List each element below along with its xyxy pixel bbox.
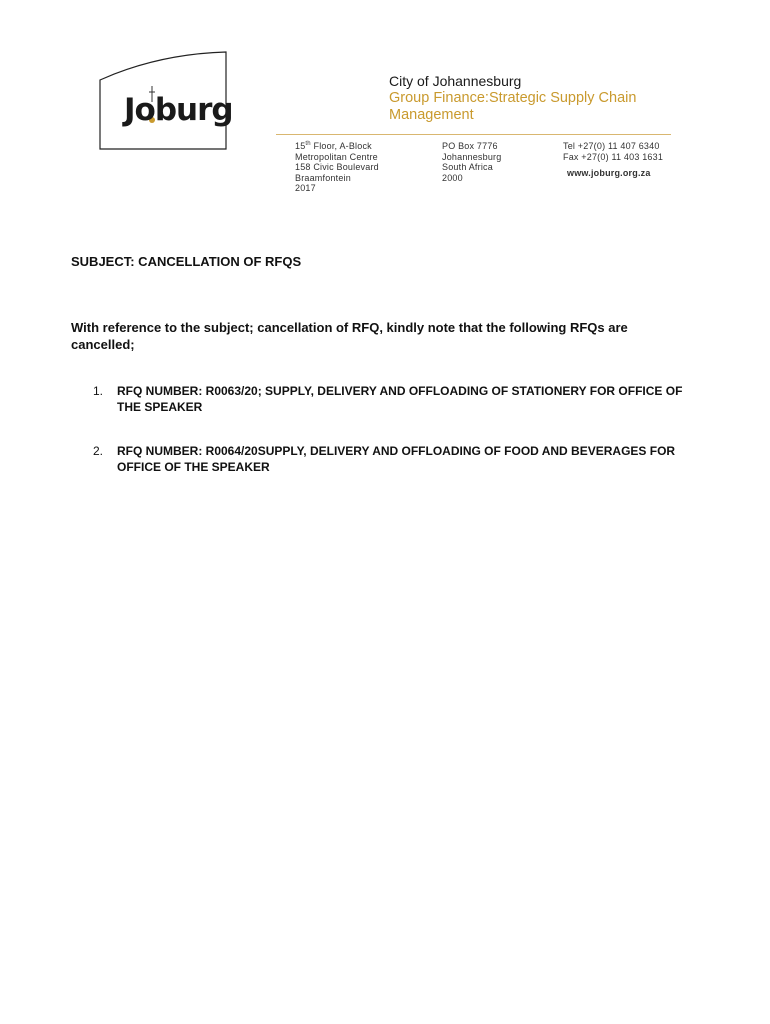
address-line: 158 Civic Boulevard	[295, 162, 379, 173]
address-line: South Africa	[442, 162, 493, 173]
street-address	[295, 141, 379, 194]
list-item	[93, 383, 705, 415]
header-rule	[276, 134, 671, 135]
address-line: PO Box 7776	[442, 141, 498, 151]
list-item-number: 2.	[93, 444, 104, 458]
address-line: Braamfontein	[295, 172, 351, 183]
list-item-number: 1.	[93, 384, 104, 398]
address-line: Johannesburg	[442, 151, 502, 162]
city-name: City of Johannesburg	[389, 73, 522, 89]
contact-details	[563, 141, 663, 179]
department-line-1: Group Finance:Strategic Supply Chain	[389, 90, 637, 106]
postal-address	[442, 141, 501, 183]
website-link[interactable]: www.joburg.org.za	[567, 168, 651, 179]
intro-paragraph: With reference to the subject; cancellation of RFQ, kindly note that the following RFQs are cancelled;	[71, 320, 628, 352]
list-item-text: RFQ NUMBER: R0063/20; SUPPLY, DELIVERY AND OFFLOADING OF STATIONERY FOR OFFICE OF THE SPEAKER	[117, 384, 683, 414]
list-item	[93, 443, 705, 475]
organisation-header	[389, 73, 689, 124]
logo-wordmark: Joburg	[124, 92, 233, 128]
telephone: Tel +27(0) 11 407 6340	[563, 141, 660, 151]
subject-heading: SUBJECT: CANCELLATION OF RFQS	[71, 254, 302, 269]
address-line: 15th Floor, A-Block	[295, 141, 372, 151]
address-line: 2000	[442, 172, 463, 183]
address-line: Metropolitan Centre	[295, 151, 378, 162]
address-line: 2017	[295, 183, 316, 194]
fax: Fax +27(0) 11 403 1631	[563, 151, 664, 162]
department-line-2: Management	[389, 107, 474, 123]
list-item-text: RFQ NUMBER: R0064/20SUPPLY, DELIVERY AND OFFLOADING OF FOOD AND BEVERAGES FOR OFFICE OF THE SPEAKER	[117, 444, 676, 474]
